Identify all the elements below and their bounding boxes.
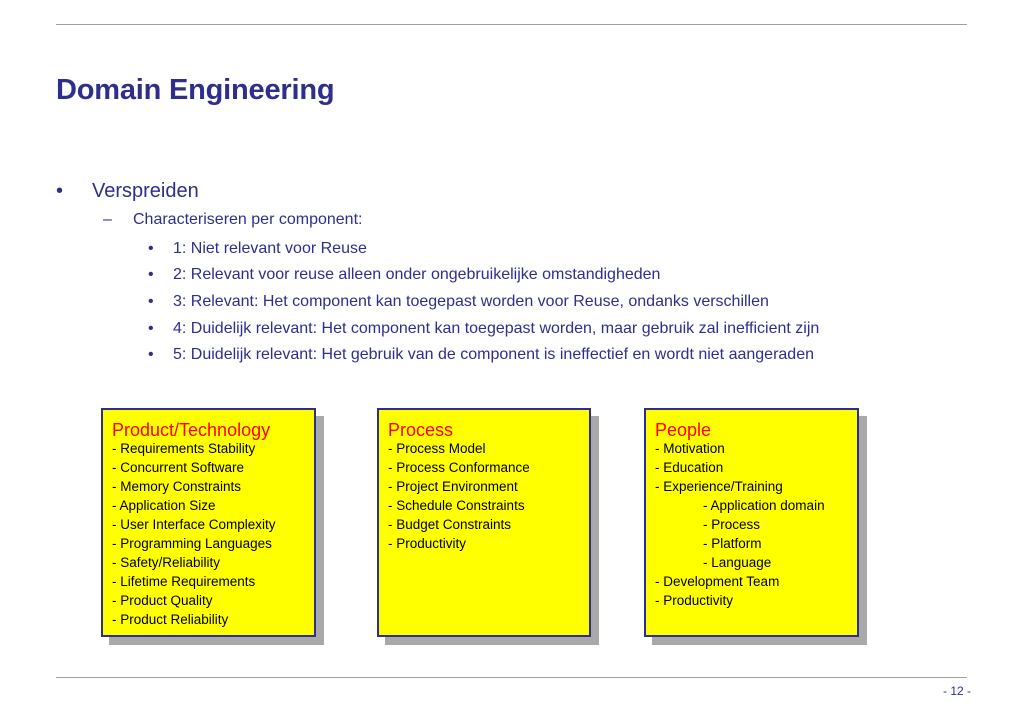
bullet-level2 <box>103 211 362 229</box>
box-heading: Process <box>388 420 454 440</box>
box-item: - Product Quality <box>112 593 213 608</box>
box-item: - Project Environment <box>388 479 518 494</box>
bullet-marker: • <box>148 293 154 310</box>
box-item: - Productivity <box>655 593 734 608</box>
box-item: - Safety/Reliability <box>112 555 221 570</box>
bullet-marker: • <box>148 266 154 283</box>
bullet-level3-3 <box>148 293 769 311</box>
box-item: - Product Reliability <box>112 612 229 627</box>
bullet-marker: • <box>148 320 154 337</box>
box-subitem: - Process <box>703 517 761 532</box>
bullet-level3-5 <box>148 346 814 364</box>
bullet-text: 4: Duidelijk relevant: Het component kan toegepast worden, maar gebruik zal inefficient zijn <box>173 320 820 337</box>
box-subitem: - Platform <box>703 536 762 551</box>
box-item: - Application Size <box>112 498 216 513</box>
bullet-level3-4 <box>148 320 819 338</box>
process-box <box>377 408 591 637</box>
slide-title: Domain Engineering <box>56 74 335 106</box>
bullet-text: 1: Niet relevant voor Reuse <box>173 240 367 257</box>
box-heading: Product/Technology <box>112 420 271 440</box>
dash-marker: – <box>103 211 112 228</box>
box-item: - Memory Constraints <box>112 479 242 494</box>
bullet-marker: • <box>148 346 154 363</box>
bullet-text: 2: Relevant voor reuse alleen onder ongebruikelijke omstandigheden <box>173 266 661 283</box>
box-item: - Education <box>655 460 724 475</box>
box-subitem: - Application domain <box>703 498 825 513</box>
box-subitem: - Language <box>703 555 772 570</box>
box-item: - Motivation <box>655 441 725 456</box>
product-technology-box <box>101 408 316 637</box>
box-item: - Process Conformance <box>388 460 530 475</box>
bullet-level1 <box>56 180 199 203</box>
box-item: - Programming Languages <box>112 536 272 551</box>
box-item: - Process Model <box>388 441 486 456</box>
box-item: - Productivity <box>388 536 467 551</box>
bullet-marker: • <box>148 240 154 257</box>
box-item: - Lifetime Requirements <box>112 574 256 589</box>
bullet-text: 3: Relevant: Het component kan toegepast worden voor Reuse, ondanks verschillen <box>173 293 769 310</box>
box-heading: People <box>655 420 712 440</box>
bullet-marker: • <box>56 180 64 202</box>
bullet-text: Verspreiden <box>92 180 199 202</box>
bullet-text: 5: Duidelijk relevant: Het gebruik van de component is ineffectief en wordt niet aangeraden <box>173 346 814 363</box>
box-item: - Budget Constraints <box>388 517 512 532</box>
bottom-divider <box>56 677 967 678</box>
box-item: - Concurrent Software <box>112 460 245 475</box>
page-number: - 12 - <box>942 684 971 698</box>
box-item: - Development Team <box>655 574 780 589</box>
bullet-level3-1 <box>148 240 367 258</box>
box-item: - Experience/Training <box>655 479 783 494</box>
box-item: - Schedule Constraints <box>388 498 525 513</box>
people-box <box>644 408 859 637</box>
box-item: - Requirements Stability <box>112 441 256 456</box>
top-divider <box>56 24 967 25</box>
bullet-level3-2 <box>148 266 660 284</box>
bullet-text: Characteriseren per component: <box>133 211 363 228</box>
box-item: - User Interface Complexity <box>112 517 276 532</box>
